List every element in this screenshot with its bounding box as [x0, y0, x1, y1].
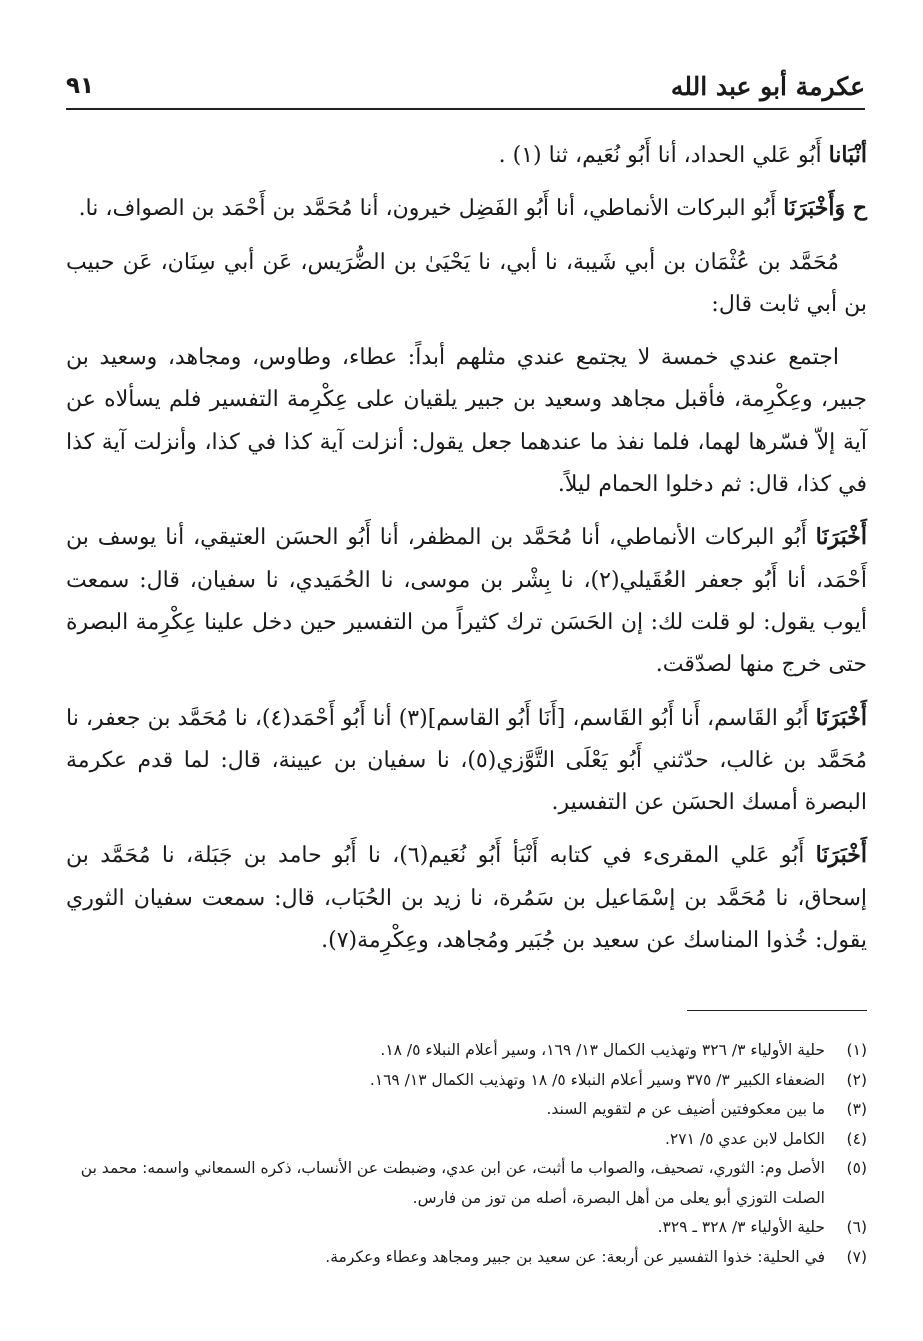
- footnote-number: (٦): [846, 1218, 867, 1236]
- paragraph: [66, 134, 867, 177]
- body-text: [66, 134, 867, 972]
- footnote-text: الضعفاء الكبير ٣/ ٣٧٥ وسير أعلام النبلاء ٥/ ١٨ وتهذيب الكمال ١٣/ ١٦٩.: [369, 1070, 825, 1089]
- footnote: [66, 1036, 867, 1066]
- running-header: [66, 64, 865, 110]
- paragraph-text: أَبُو البركات الأنماطي، أنا مُحَمَّد بن المظفر، أنا أَبُو الحسَن العتيقي، أنا يوسف بن أَحْمَد، أنا أَبُو جعفر العُقَيلي(٢)، نا بِشْر بن موسى، نا الحُمَيدي، نا سفيان، قال: سمعت أيوب يقول: لو قلت لك: إن الحَسَن ترك كثيراً من التفسير حين دخل علينا عِكْرِمة البصرة حتى خرج منها لصدّقت.: [66, 525, 868, 678]
- footnote-number: (٣): [846, 1100, 867, 1118]
- paragraph-text: أَبُو عَلي الحداد، أنا أَبُو نُعَيم، ثنا (١) .: [498, 143, 829, 168]
- footnote-text: الكامل لابن عدي ٥/ ٢٧١.: [664, 1129, 825, 1148]
- footnote-text: الأصل وم: الثوري، تصحيف، والصواب ما أثبت، عن ابن عدي، وضبطت عن الأنساب، ذكره السمعاني واسمه: محمد بن الصلت التوزي أبو يعلى من أهل البصرة، أصله من توز من فارس.: [80, 1159, 825, 1207]
- footnote-text: حلية الأولياء ٣/ ٣٢٨ ـ ٣٢٩.: [657, 1218, 825, 1236]
- footnote-number: (٥): [846, 1159, 867, 1177]
- footnote-number: (١): [846, 1041, 867, 1059]
- paragraph-lead: أَخْبَرَنَا: [815, 842, 867, 869]
- paragraph-lead: أنْبَانا: [828, 142, 867, 168]
- footnote-separator: [687, 1010, 867, 1011]
- footnote: [66, 1213, 867, 1243]
- paragraph-text: اجتمع عندي خمسة لا يجتمع عندي مثلهم أبداً: عطاء، وطاوس، ومجاهد، وسعيد بن جبير، وعِكْرِمة، فأقبل مجاهد وسعيد بن جبير يلقيان على عِكْرِمة التفسير فلم يسألاه عن آية إلاّ فسّرها لهما، فلما نفذ ما عندهما جعل يقول: أنزلت آية كذا في كذا، وأنزلت آية كذا في كذا، قال: ثم دخلوا الحمام ليلاً.: [66, 345, 867, 498]
- footnote: [66, 1243, 867, 1273]
- paragraph: [66, 516, 867, 686]
- paragraph: [66, 336, 867, 506]
- footnote: [66, 1125, 867, 1155]
- paragraph-text: أَبُو القَاسم، أَنا أَبُو القَاسم، [أَنَا أَبُو القاسم](٣) أنا أَبُو أَحْمَد(٤)، نا مُحَمَّد بن جعفر، نا مُحَمَّد بن غالب، حدّثني أَبُو يَعْلَى التَّوَّزي(٥)، نا سفيان بن عيينة، قال: لما قدم عكرمة البصرة أمسك الحسَن عن التفسير.: [66, 705, 867, 816]
- paragraph-lead: أَخْبَرَنَا: [815, 524, 867, 551]
- paragraph-lead: أَخْبَرَنَا: [815, 704, 867, 731]
- footnotes: [66, 1036, 867, 1272]
- footnote-number: (٢): [846, 1070, 867, 1089]
- paragraph-text: أَبُو البركات الأنماطي، أنا أَبُو الفَضِل خيرون، أنا مُحَمَّد بن أَحْمَد بن الصواف، نا.: [78, 196, 784, 222]
- paragraph: [66, 834, 867, 962]
- footnote-text: ما بين معكوفتين أضيف عن م لتقويم السند.: [546, 1100, 825, 1118]
- paragraph: [66, 241, 867, 327]
- footnote-number: (٧): [846, 1247, 867, 1266]
- footnote: [66, 1154, 867, 1213]
- paragraph-text: أَبُو عَلي المقرىء في كتابه أَنْبَأ أَبُو نُعَيم(٦)، نا أَبُو حامد بن جَبَلة، نا مُحَمَّد بن إسحاق، نا مُحَمَّد بن إسْمَاعيل بن سَمُرة، نا زيد بن الحُبَاب، قال: سمعت سفيان الثوري يقول: خُذوا المناسك عن سعيد بن جُبَير ومُجاهد، وعِكْرِمة(٧).: [66, 843, 867, 954]
- footnote-text: حلية الأولياء ٣/ ٣٢٦ وتهذيب الكمال ١٣/ ١٦٩، وسير أعلام النبلاء ٥/ ١٨.: [380, 1041, 825, 1059]
- paragraph: [66, 697, 867, 825]
- paragraph-text: مُحَمَّد بن عُثْمَان بن أبي شَيبة، نا أبي، نا يَحْيَىٰ بن الضُّرَيس، عَن أبي سِنَان، عَن حبيب بن أبي ثابت قال:: [66, 249, 867, 317]
- header-title: عكرمة أبو عبد الله: [670, 71, 865, 101]
- footnote: [66, 1095, 867, 1125]
- footnote-text: في الحلية: خذوا التفسير عن أربعة: عن سعيد بن جبير ومجاهد وعطاء وعكرمة.: [325, 1247, 825, 1266]
- page-number: ٩١: [66, 73, 95, 99]
- footnote-number: (٤): [846, 1129, 867, 1148]
- paragraph: [66, 187, 867, 230]
- paragraph-lead: ح وَأَخْبَرَنَا: [783, 195, 867, 222]
- footnote: [66, 1066, 867, 1096]
